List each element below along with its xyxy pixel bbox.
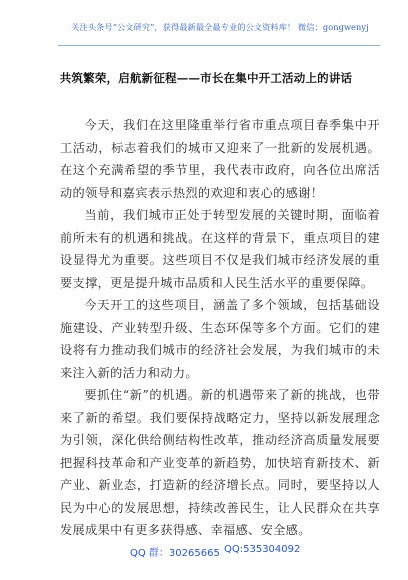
document-title: 共筑繁荣，启航新征程——市长在集中开工活动上的讲话 (59, 71, 353, 85)
header-banner: 关注头条号“公文研究”，获得最新最全最专业的公文资料库！ 微信：gongwenyj (71, 22, 369, 32)
paragraph: 今天，我们在这里隆重举行省市重点项目春季集中开工活动，标志着我们的城市又迎来了一批新的发展机遇。在这个充满希望的季节里，我代表市政府，向各位出席活动的领导和嘉宾表示热烈的欢迎和衷心的感谢！ (60, 118, 380, 200)
paragraph: 今天开工的这些项目，涵盖了多个领域，包括基础设施建设、产业转型升级、生态环保等多个方面。它们的建设将有力推动我们城市的经济社会发展，为我们城市的未来注入新的活力和动力。 (60, 298, 380, 380)
page-footer (0, 544, 408, 558)
footer-qq-group: QQ 群：30265665 (130, 548, 220, 559)
footer-qq: QQ:535304092 (224, 544, 301, 555)
header-divider (58, 45, 380, 46)
paragraph: 当前，我们城市正处于转型发展的关键时期，面临着前所未有的机遇和挑战。在这样的背景下，重点项目的建设显得尤为重要。这些项目不仅是我们城市经济发展的重要支撑，更是提升城市品质和人民生活水平的重要保障。 (60, 208, 380, 290)
paragraph: 要抓住“新”的机遇。新的机遇带来了新的挑战，也带来了新的希望。我们要保持战略定力，坚持以新发展理念为引领，深化供给侧结构性改革，推动经济高质量发展要把握科技革命和产业变革的新趋势，加快培育新技术、新产业、新业态，打造新的经济增长点。同时，要坚持以人民为中心的发展思想，持续改善民生，让人民群众在共享发展成果中有更多获得感、幸福感、安全感。 (60, 388, 380, 537)
document-body (60, 114, 380, 542)
